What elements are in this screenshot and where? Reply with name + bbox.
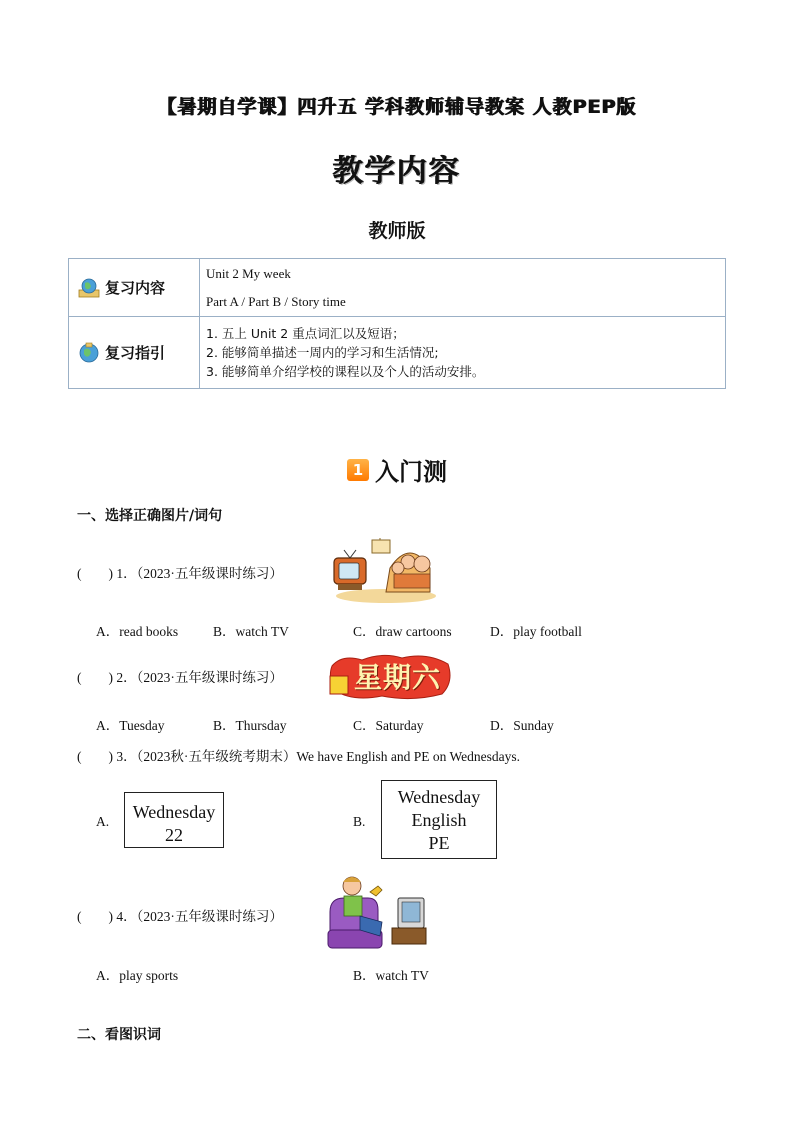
review-table	[68, 258, 726, 389]
globe-guide-icon	[77, 341, 101, 365]
q3-option-a-box[interactable]	[124, 792, 224, 848]
review-content-label-cell	[69, 259, 200, 317]
q1-option-b[interactable]: B．watch TV	[213, 624, 289, 639]
review-guide-label: 复习指引	[105, 344, 166, 362]
question-1-stem: ( ) 1．（2023·五年级课时练习）	[77, 566, 283, 581]
section-number-badge: 1	[347, 459, 369, 481]
q1-option-a[interactable]: A．read books	[96, 624, 179, 639]
edition-subtitle: 教师版	[368, 220, 426, 242]
part-two-title: 二、看图识词	[77, 1027, 161, 1043]
review-content-cell	[200, 259, 726, 317]
globe-book-icon	[77, 276, 101, 300]
q4-option-a[interactable]: A．play sports	[96, 968, 179, 983]
guide-item: 3. 能够简单介绍学校的课程以及个人的活动安排。	[206, 364, 485, 379]
q3-option-a-label[interactable]: A.	[96, 814, 110, 829]
box-b-line: Wednesday	[397, 787, 481, 807]
q3-option-b-box[interactable]	[381, 780, 497, 859]
guide-item: 1. 五上 Unit 2 重点词汇以及短语；	[206, 326, 405, 341]
section-title: 入门测	[375, 458, 447, 486]
review-content-label: 复习内容	[105, 279, 166, 297]
saturday-sign-image	[328, 652, 452, 700]
q2-option-a[interactable]: A．Tuesday	[96, 718, 165, 733]
guide-item: 2. 能够简单描述一周内的学习和生活情况;	[206, 345, 439, 360]
q1-option-d[interactable]: D．play football	[490, 624, 582, 639]
q4-option-b[interactable]: B．watch TV	[353, 968, 429, 983]
q2-option-b[interactable]: B．Thursday	[213, 718, 287, 733]
question-4-stem: ( ) 4．（2023·五年级课时练习）	[77, 909, 283, 924]
review-guide-label-cell	[69, 317, 200, 389]
box-a-line: Wednesday	[132, 802, 216, 822]
section-heading	[0, 452, 794, 487]
box-b-line: English	[411, 810, 467, 830]
family-watching-tv-image	[328, 538, 436, 604]
unit-title: Unit 2 My week	[206, 265, 291, 281]
question-2-stem: ( ) 2．（2023·五年级课时练习）	[77, 670, 283, 685]
header-title: 【暑期自学课】四升五 学科教师辅导教案 人教PEP版	[157, 96, 637, 118]
q2-option-c[interactable]: C．Saturday	[353, 718, 424, 733]
q1-option-c[interactable]: C．draw cartoons	[353, 624, 452, 639]
part-one-title: 一、选择正确图片/词句	[77, 508, 223, 524]
q2-option-d[interactable]: D．Sunday	[490, 718, 554, 733]
man-watching-tv-image	[326, 872, 428, 954]
box-b-line: PE	[428, 833, 450, 853]
unit-parts: Part A / Part B / Story time	[206, 293, 346, 309]
review-guide-row	[69, 317, 726, 389]
question-3-stem: ( ) 3．（2023秋·五年级统考期末）We have English and PE on Wednesdays.	[77, 749, 521, 764]
saturday-sign-text: 星期六	[354, 661, 442, 694]
box-a-line: 22	[165, 825, 183, 845]
review-guide-cell	[200, 317, 726, 389]
q3-option-b-label[interactable]: B.	[353, 814, 366, 829]
review-content-row	[69, 259, 726, 317]
page-title: 教学内容	[333, 154, 461, 189]
